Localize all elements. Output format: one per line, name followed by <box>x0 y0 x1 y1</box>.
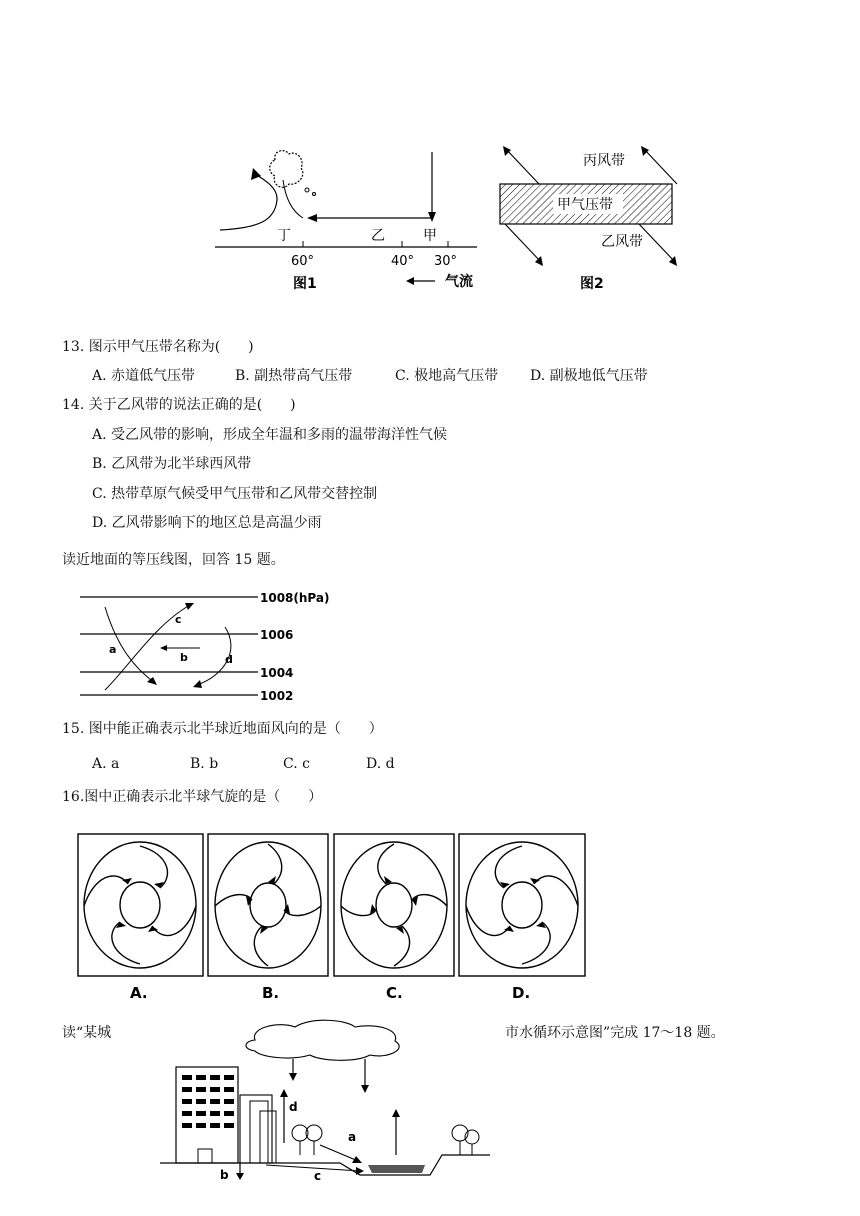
q15-option-c[interactable]: C. c <box>283 756 310 772</box>
q13-option-d[interactable]: D. 副极地低气压带 <box>530 368 648 384</box>
label-yi: 乙 <box>371 228 385 244</box>
question-13-stem: 13. 图示甲气压带名称为( ) <box>62 339 254 355</box>
cloud-icon <box>270 151 316 196</box>
isobar-label-1008: 1008(hPa) <box>260 591 330 605</box>
water-label-c: c <box>314 1169 322 1180</box>
question-16-stem: 16.图中正确表示北半球气旋的是（ ） <box>62 789 323 805</box>
isobar-label-1006: 1006 <box>260 628 294 642</box>
water-label-d: d <box>289 1100 298 1114</box>
tick-label-60: 60° <box>291 254 315 269</box>
figure-2-caption: 图2 <box>580 276 604 292</box>
cyclone-option-d-label: D. <box>512 984 531 1002</box>
q15-option-d[interactable]: D. d <box>366 756 395 772</box>
isobar-label-1002: 1002 <box>260 689 294 703</box>
label-jia: 甲 <box>423 228 437 244</box>
intro-15: 读近地面的等压线图，回答 15 题。 <box>62 552 285 568</box>
urban-water-cycle-figure <box>160 1015 490 1180</box>
cyclone-option-b-label: B. <box>262 984 280 1002</box>
arrow-label-b: b <box>180 651 188 664</box>
isobar-label-1004: 1004 <box>260 666 294 680</box>
q13-option-c[interactable]: C. 极地高气压带 <box>395 368 499 384</box>
q13-option-a[interactable]: A. 赤道低气压带 <box>92 368 196 384</box>
q14-option-c[interactable]: C. 热带草原气候受甲气压带和乙风带交替控制 <box>92 486 378 502</box>
question-14-stem: 14. 关于乙风带的说法正确的是( ) <box>62 397 296 413</box>
figure-1-wind-diagram <box>205 140 490 300</box>
question-15-stem: 15. 图中能正确表示北半球近地面风向的是（ ） <box>62 721 383 737</box>
intro-17-right: 市水循环示意图”完成 17～18 题。 <box>505 1025 725 1041</box>
cyclone-option-a-label: A. <box>130 984 148 1002</box>
intro-17-left: 读“某城 <box>62 1025 112 1041</box>
q14-option-d[interactable]: D. 乙风带影响下的地区总是高温少雨 <box>92 515 322 531</box>
figure-2-pressure-belt <box>495 138 685 298</box>
tree-icon <box>292 1125 479 1155</box>
wind-belt-yi-label: 乙风带 <box>601 234 643 250</box>
tick-label-40: 40° <box>391 254 415 269</box>
water-label-b: b <box>220 1168 229 1180</box>
arrow-label-c: c <box>175 613 182 626</box>
cloud-icon <box>246 1020 399 1060</box>
rising-air-arrow <box>220 174 277 230</box>
q14-option-a[interactable]: A. 受乙风带的影响，形成全年温和多雨的温带海洋性气候 <box>92 427 448 443</box>
pressure-belt-jia-label: 甲气压带 <box>557 197 613 213</box>
q15-option-a[interactable]: A. a <box>92 756 120 772</box>
building-icon <box>176 1067 238 1163</box>
cyclone-option-c-label: C. <box>386 984 403 1002</box>
tick-label-30: 30° <box>434 254 458 269</box>
q14-option-b[interactable]: B. 乙风带为北半球西风带 <box>92 456 252 472</box>
water-label-a: a <box>348 1130 357 1144</box>
arrow-label-d: d <box>225 653 233 666</box>
isobar-diagram <box>75 585 335 705</box>
legend-text: 气流 <box>445 274 473 290</box>
label-ding: 丁 <box>277 228 291 244</box>
arrow-label-a: a <box>109 643 117 656</box>
cyclone-options-figure <box>74 826 589 1006</box>
q13-option-b[interactable]: B. 副热带高气压带 <box>235 368 353 384</box>
q15-option-b[interactable]: B. b <box>190 756 219 772</box>
wind-belt-bing-label: 丙风带 <box>583 153 625 169</box>
figure-1-caption: 图1 <box>293 276 317 292</box>
